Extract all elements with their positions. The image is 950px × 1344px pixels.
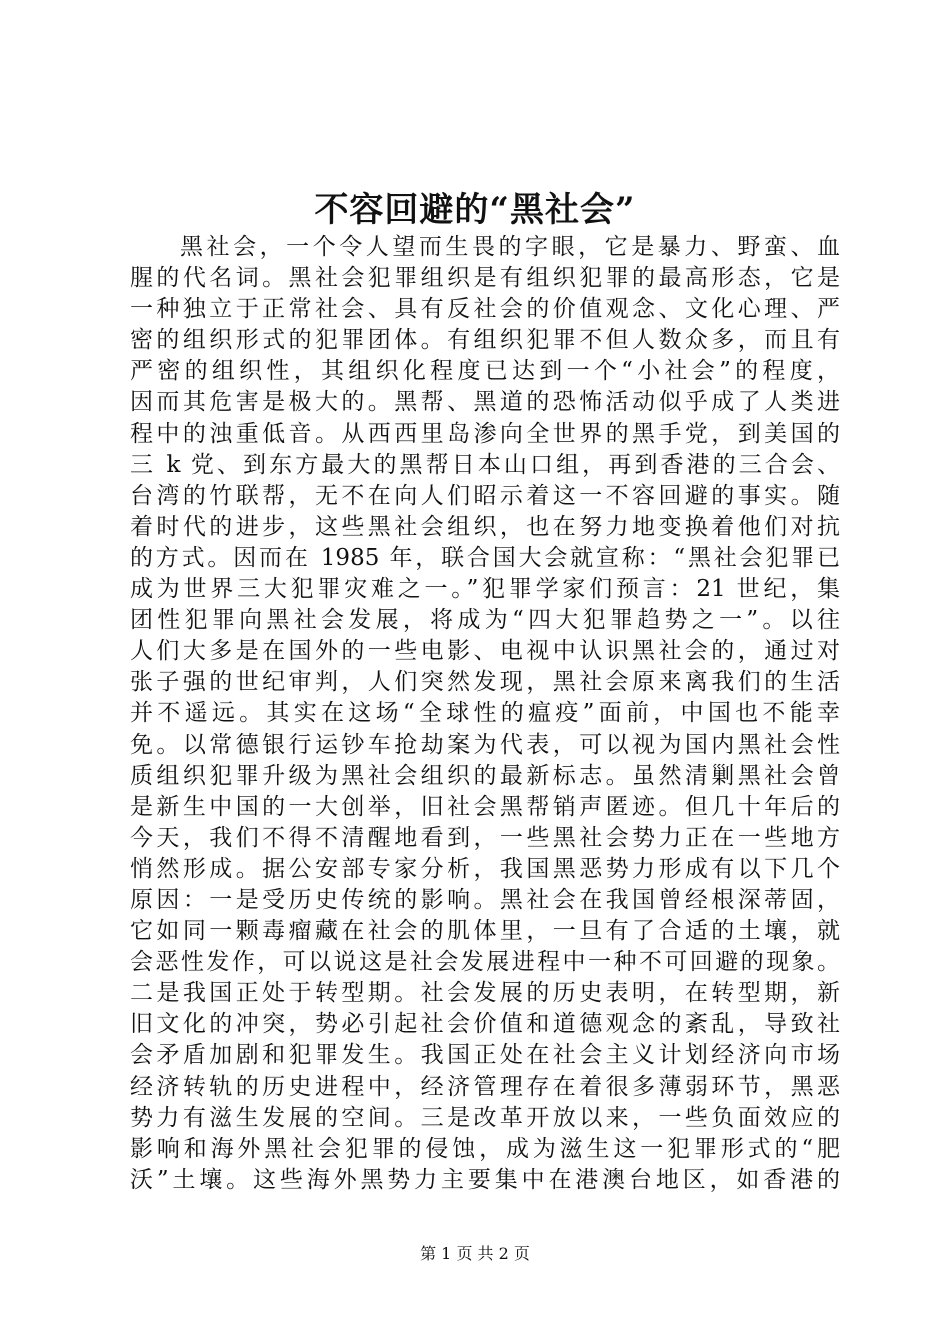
document-title: 不容回避的“黑社会” bbox=[314, 190, 636, 230]
body-line: 质组织犯罪升级为黑社会组织的最新标志。虽然清剿黑社会曾 bbox=[130, 762, 840, 789]
body-line: 严密的组织性，其组织化程度已达到一个“小社会”的程度， bbox=[130, 358, 840, 385]
body-line: 二是我国正处于转型期。社会发展的历史表明，在转型期，新 bbox=[130, 980, 840, 1007]
body-line: 成为世界三大犯罪灾难之一。”犯罪学家们预言：21 世纪，集 bbox=[130, 576, 840, 603]
body-line: 会矛盾加剧和犯罪发生。我国正处在社会主义计划经济向市场 bbox=[130, 1042, 840, 1069]
body-line: 一种独立于正常社会、具有反社会的价值观念、文化心理、严 bbox=[130, 296, 840, 323]
body-line: 它如同一颗毒瘤藏在社会的肌体里，一旦有了合适的土壤，就 bbox=[130, 918, 840, 945]
body-line: 腥的代名词。黑社会犯罪组织是有组织犯罪的最高形态，它是 bbox=[130, 265, 840, 292]
body-line: 势力有滋生发展的空间。三是改革开放以来，一些负面效应的 bbox=[130, 1104, 840, 1131]
body-line: 原因：一是受历史传统的影响。黑社会在我国曾经根深蒂固， bbox=[130, 886, 840, 913]
body-line: 因而其危害是极大的。黑帮、黑道的恐怖活动似乎成了人类进 bbox=[130, 389, 840, 416]
body-line: 影响和海外黑社会犯罪的侵蚀，成为滋生这一犯罪形式的“肥 bbox=[130, 1135, 840, 1162]
body-line: 经济转轨的历史进程中，经济管理存在着很多薄弱环节，黑恶 bbox=[130, 1073, 840, 1100]
body-line: 今天，我们不得不清醒地看到，一些黑社会势力正在一些地方 bbox=[130, 824, 840, 851]
body-line: 程中的浊重低音。从西西里岛渗向全世界的黑手党，到美国的 bbox=[130, 420, 840, 447]
body-line: 黑社会，一个令人望而生畏的字眼，它是暴力、野蛮、血 bbox=[180, 234, 840, 260]
body-line: 着时代的进步，这些黑社会组织，也在努力地变换着他们对抗 bbox=[130, 513, 840, 540]
body-line: 会恶性发作，可以说这是社会发展进程中一种不可回避的现象。 bbox=[130, 949, 840, 976]
body-line: 并不遥远。其实在这场“全球性的瘟疫”面前，中国也不能幸 bbox=[130, 700, 840, 727]
body-line: 团性犯罪向黑社会发展，将成为“四大犯罪趋势之一”。以往 bbox=[130, 607, 840, 634]
body-line: 台湾的竹联帮，无不在向人们昭示着这一不容回避的事实。随 bbox=[130, 482, 840, 509]
body-line: 张子强的世纪审判，人们突然发现，黑社会原来离我们的生活 bbox=[130, 669, 840, 696]
body-line: 悄然形成。据公安部专家分析，我国黑恶势力形成有以下几个 bbox=[130, 855, 840, 882]
body-line: 三 k 党、到东方最大的黑帮日本山口组，再到香港的三合会、 bbox=[130, 451, 840, 478]
document-body bbox=[130, 232, 840, 1196]
body-line: 沃”土壤。这些海外黑势力主要集中在港澳台地区，如香港的 bbox=[130, 1166, 840, 1193]
body-line: 人们大多是在国外的一些电影、电视中认识黑社会的，通过对 bbox=[130, 638, 840, 665]
page-indicator: 第 1 页 共 2 页 bbox=[420, 1244, 530, 1263]
body-line: 密的组织形式的犯罪团体。有组织犯罪不但人数众多，而且有 bbox=[130, 327, 840, 354]
body-line: 是新生中国的一大创举，旧社会黑帮销声匿迹。但几十年后的 bbox=[130, 793, 840, 820]
body-line: 的方式。因而在 1985 年，联合国大会就宣称：“黑社会犯罪已 bbox=[130, 544, 840, 571]
body-line: 旧文化的冲突，势必引起社会价值和道德观念的紊乱，导致社 bbox=[130, 1011, 840, 1038]
body-line: 免。以常德银行运钞车抢劫案为代表，可以视为国内黑社会性 bbox=[130, 731, 840, 758]
